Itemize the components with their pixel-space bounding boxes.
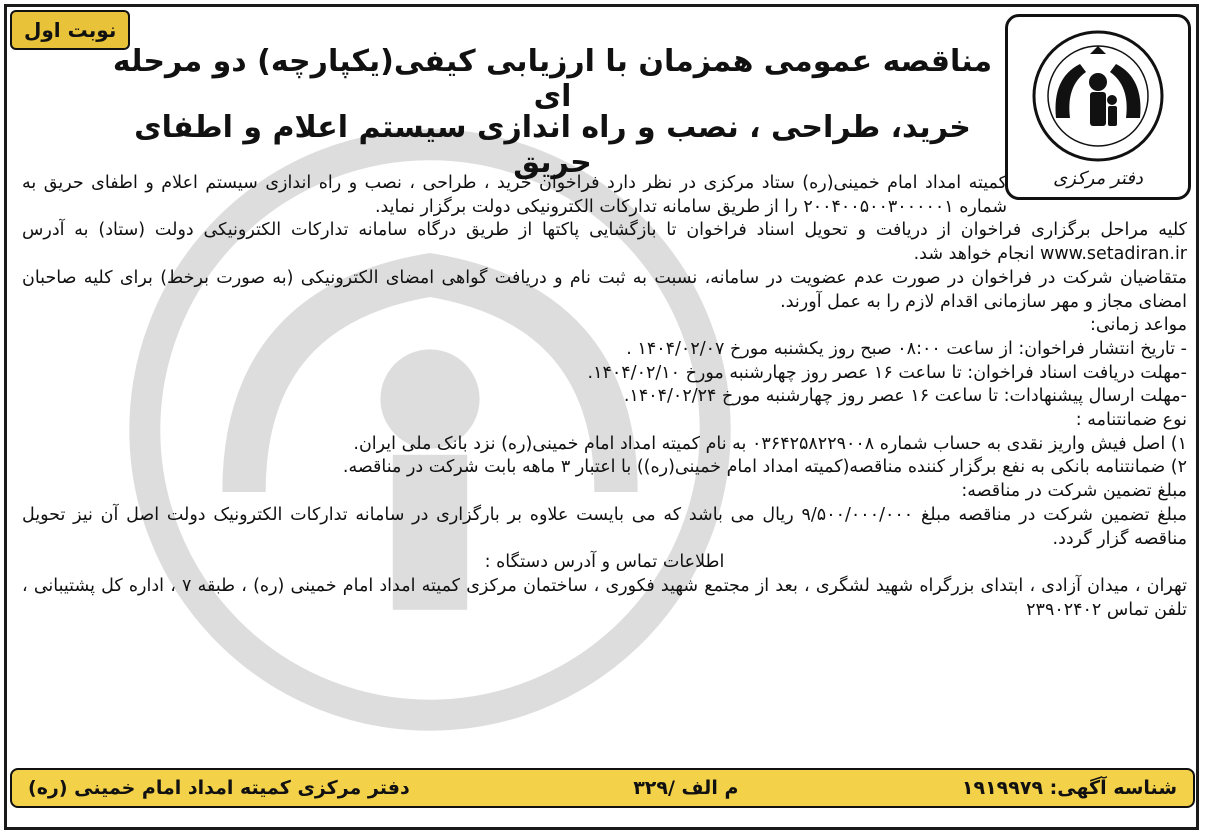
stages-paragraph: کلیه مراحل برگزاری فراخوان از دریافت و تحویل اسناد فراخوان تا بازگشایی پاکتها از طریق درگاه سامانه تدارکات الکترونیکی دولت (ستاد) به آدرس www.setadiran.ir انجام خواهد شد. [22, 220, 1187, 265]
guarantee-option-1: ۱) اصل فیش واریز نقدی به حساب شماره ۰۳۶۴۲۵۸۲۲۹۰۰۸ به نام کمیته امداد امام خمینی(ره) نزد بانک ملی ایران. [353, 433, 1187, 454]
logo-caption: دفتر مرکزی [1053, 167, 1143, 189]
contact-heading: اطلاعات تماس و آدرس دستگاه : [484, 552, 725, 573]
schedule-receive: -مهلت دریافت اسناد فراخوان: تا ساعت ۱۶ عصر روز چهارشنبه مورخ ۱۴۰۴/۰۲/۱۰. [587, 362, 1187, 383]
footer-bar [10, 768, 1195, 808]
notice-title-line1: مناقصه عمومی همزمان با ارزیابی کیفی(یکپارچه) دو مرحله ای [112, 44, 993, 114]
notice-body [22, 172, 1187, 622]
intro-paragraph: کمیته امداد امام خمینی(ره) ستاد مرکزی در نظر دارد فراخوان خرید ، طراحی ، نصب و راه اندازی سیستم اعلام و اطفای حریق به شماره ۲۰۰۴۰۰۵۰۰۳۰۰۰۰۰۱ را از طریق سامانه تدارکات الکترونیکی دولت برگزار نماید. [22, 173, 1007, 217]
guarantee-option-2: ۲) ضمانتنامه بانکی به نفع برگزار کننده مناقصه(کمیته امداد امام خمینی(ره)) با اعتبار ۳ ماهه بابت شرکت در مناقصه. [342, 457, 1187, 478]
notice-title-line2: خرید، طراحی ، نصب و راه اندازی سیستم اعلام و اطفای حریق [134, 110, 971, 180]
schedule-heading: مواعد زمانی: [1090, 315, 1187, 336]
contact-address: تهران ، میدان آزادی ، ابتدای بزرگراه شهید لشگری ، بعد از مجتمع شهید فکوری ، ساختمان مرکزی کمیته امداد امام خمینی (ره) ، طبقه ۷ ، اداره کل پشتیبانی ، تلفن تماس ۲۳۹۰۲۴۰۲ [22, 575, 1187, 620]
issuer-name: دفتر مرکزی کمیته امداد امام خمینی (ره) [28, 777, 410, 799]
emdad-emblem-icon [1028, 26, 1168, 166]
applicants-paragraph: متقاضیان شرکت در فراخوان در صورت عدم عضویت در سامانه، نسبت به ثبت نام و دریافت گواهی امضای الکترونیکی (به صورت برخط) برای کلیه صاحبان امضای مجاز و مهر سازمانی اقدام لازم را به عمل آورند. [22, 267, 1187, 312]
ad-id: شناسه آگهی: ۱۹۱۹۹۷۹ [961, 777, 1177, 799]
amount-paragraph: مبلغ تضمین شرکت در مناقصه مبلغ ۹/۵۰۰/۰۰۰/۰۰۰ ریال می باشد که می بایست علاوه بر بارگزاری در سامانه تدارکات الکترونیک دولت اصل آن نیز تحویل مناقصه گزار گردد. [22, 504, 1187, 549]
schedule-submit: -مهلت ارسال پیشنهادات: تا ساعت ۱۶ عصر روز چهارشنبه مورخ ۱۴۰۴/۰۲/۲۴. [623, 386, 1187, 407]
amount-heading: مبلغ تضمین شرکت در مناقصه: [961, 481, 1187, 502]
ad-code: م الف /۳۲۹ [633, 777, 739, 799]
edition-badge: نوبت اول [10, 10, 130, 50]
schedule-publish: - تاریخ انتشار فراخوان: از ساعت ۰۸:۰۰ صبح روز یکشنبه مورخ ۱۴۰۴/۰۲/۰۷ . [626, 338, 1187, 359]
guarantee-heading: نوع ضمانتنامه : [1075, 410, 1187, 431]
